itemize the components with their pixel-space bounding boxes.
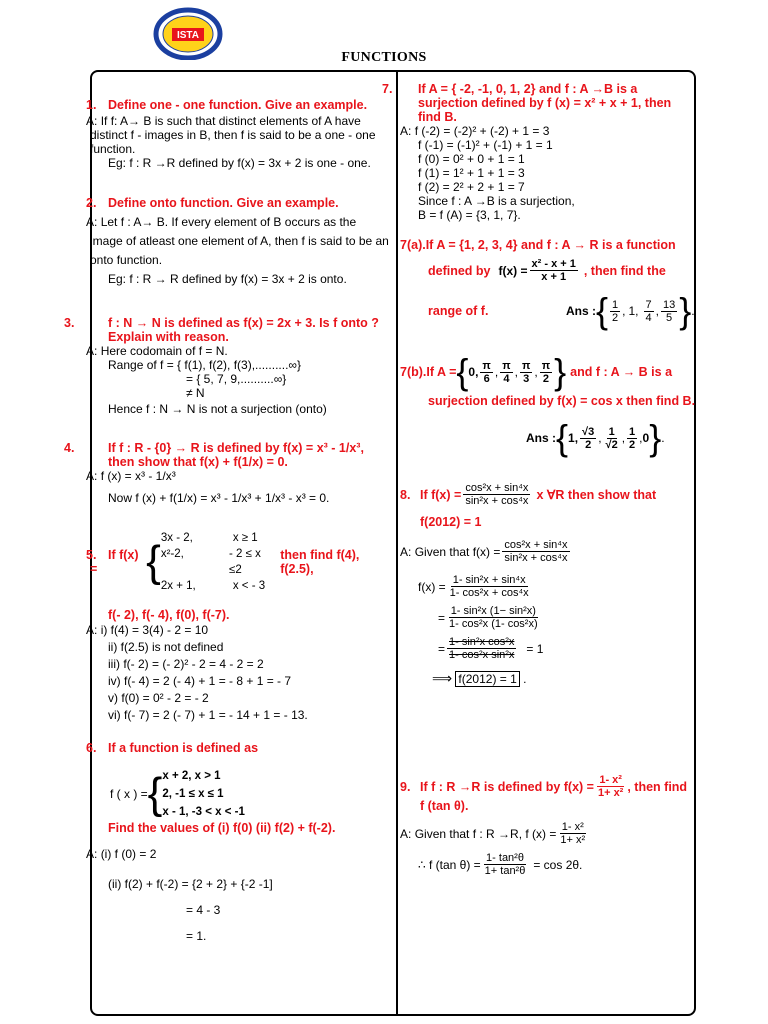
question-8: 8. If f(x) = $\frac{\text{cos²x + sin⁴x}}{\text{sin²x + cos⁴x}}$ x ∀R then show that f(2012) = 1 A: Given that f(x) = $\frac{\text{cos²x + sin⁴x}}{\text{sin²x + cos⁴x}}$ f(x) = $\frac{\text{1- sin²x + sin⁴x}}{\text{1- cos²x + cos⁴x}}$ = $\frac{\text{1- sin²x (1− sin²x)}}{\text{1- cos²x (1- cos²x)}}$ = $\frac{\text{1- sin²x cos²x}}{\text{1- cos²x sin²x}}$ = 1 ⟹ f(2012) = 1 . [400, 482, 657, 686]
question-6: 6. If a function is defined as f ( x ) = { x + 2, x > 1 2, -1 ≤ x ≤ 1 x - 1, -3 < x < -1 Find the values of (i) f(0) (ii) f(2) + f(-2). A: (i) f (0) = 2 (ii) f(2) + f(-2) = {2 + 2} + {-2 -1] = 4 - 3 = 1. [86, 741, 336, 943]
question-1: 1. Define one - one function. Give an example. A: If f: A→ B is such that distinct elements of A have distinct f - images in B, then f is said to be a one - one function. Eg: f : R →R defined by f(x) = 3x + 2 is one - one. [86, 98, 376, 170]
question-7b: 7(b).If A = { 0, $\frac{\pi}{6}$ , $\frac{\pi}{4}$ , $\frac{\pi}{3}$ , $\frac{\pi}{2}$ } and f : A → B is a surjection defined by f(x) = cos x then find B. Ans : { 1, $\frac{√3}{2}$ , $\frac{1}{√2}$ , $\frac{1}{2}$ , 0 } . [400, 351, 696, 458]
question-7a: 7(a).If A = {1, 2, 3, 4} and f : A → R is a function defined by f(x) = $\frac{\text{x² - x + 1}}{x + 1}$ , then find the range of f. Ans : { $\frac{1}{2}$ , 1, $\frac{7}{4}$ , $\frac{13}{5}$ } . [400, 238, 695, 331]
page-title: FUNCTIONS [341, 50, 427, 65]
question-7: 7. If A = { -2, -1, 0, 1, 2} and f : A →B is a surjection defined by f (x) = x² + x + 1, then find B. A: f (-2) = (-2)² + (-2) + 1 = 3 f (-1) = (-1)² + (-1) + 1 = 1 f (0) = 0² + 0 + 1 = 1 f (1) = 1² + 1 + 1 = 3 f (2) = 2² + 2 + 1 = 7 Since f : A →B is a surjection, B = f (A) = {3, 1, 7}. [382, 82, 672, 222]
question-2: 2. Define onto function. Give an example. A: Let f : A→ B. If every element of B occurs as the image of atleast one element of A, then f is said to be an onto function. Eg: f : R → R defined by f(x) = 3x + 2 is onto. [86, 196, 389, 286]
logo-text: ISTA [176, 30, 200, 41]
column-divider [396, 70, 398, 1016]
question-3: 3. f : N → N is defined as f(x) = 2x + 3. Is f onto ? Explain with reason. A: Here codomain of f = N. Range of f = { f(1), f(2), f(3),..........∞} = { 5, 7, 9,..........∞} ≠ N Hence f : N → N is not a surjection (onto) [64, 316, 379, 416]
question-9: 9. If f : R →R is defined by f(x) = $\frac{\text{1- x²}}{\text{1+ x²}}$ , then find f (tan θ). A: Given that f : R →R, f (x) = $\frac{\text{1- x²}}{\text{1+ x²}}$ ∴ f (tan θ) = $\frac{\text{1- tan²θ}}{\text{1+ tan²θ}}$ = cos 2θ. [400, 774, 688, 877]
question-4: 4. If f : R - {0} → R is defined by f(x) = x³ - 1/x³, then show that f(x) + f(1/x) = 0. A: f (x) = x³ - 1/x³ Now f (x) + f(1/x) = x³ - 1/x³ + 1/x³ - x³ = 0. [64, 441, 364, 505]
question-5: 5. If f(x) = { 3x - 2, x ≥ 1 x²-2, - 2 ≤ x ≤2 2x + 1, x < - 3 then find f(4), f(2.5), f(- 2), f(- 4), f(0), f(-7). A: i) f(4) = 3(4) - 2 = 10 ii) f(2.5) is not defined iii) f(- 2) = (- 2)² - 2 = 4 - 2 = 2 iv) f(- 4) = 2 (- 4) + 1 = - 8 + 1 = - 7 v) f(0) = 0² - 2 = - 2 vi) f(- 7) = 2 (- 7) + 1 = - 14 + 1 = - 13. [86, 532, 360, 722]
